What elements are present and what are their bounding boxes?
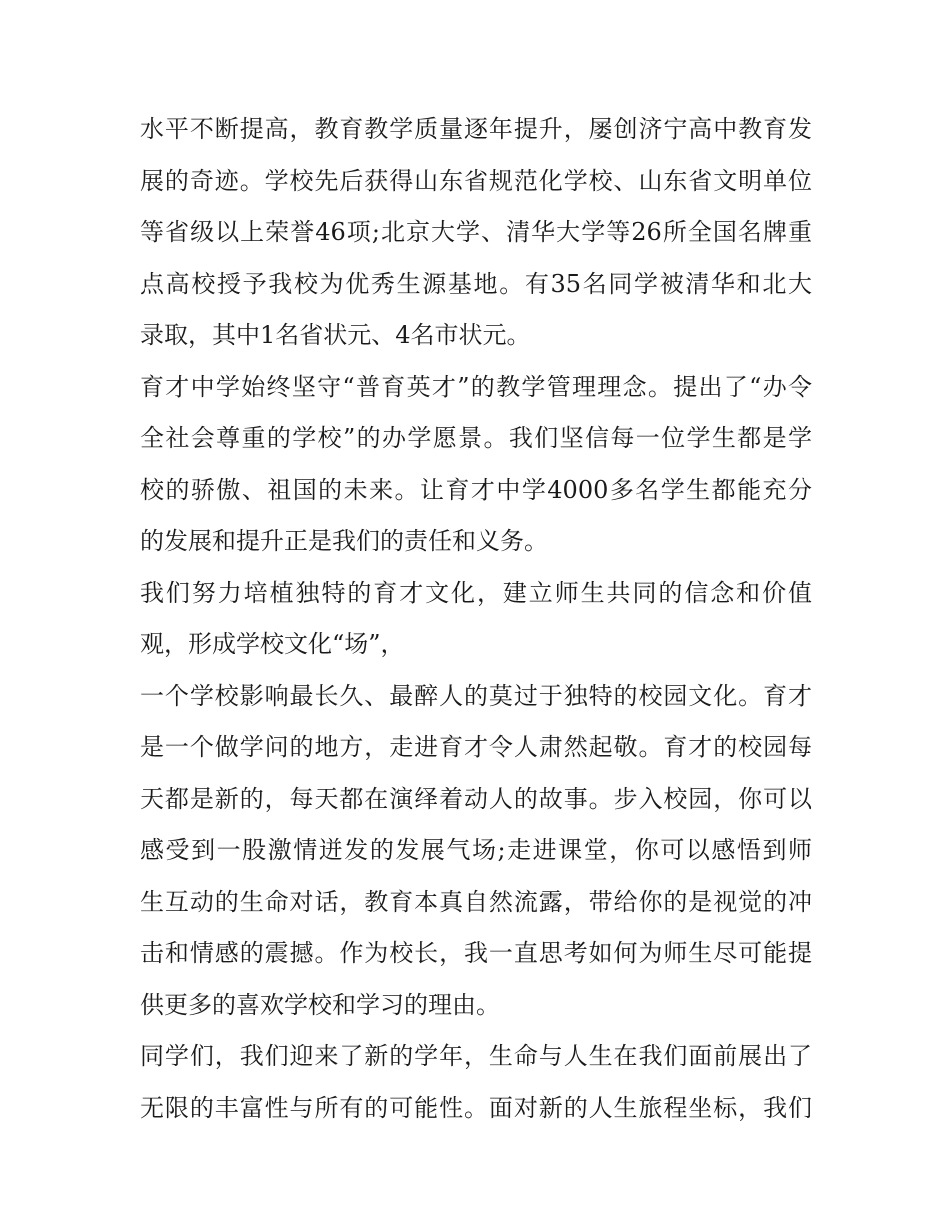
text-line: 录取，其中1名省状元、4名市状元。 — [140, 321, 531, 349]
text-line: 校的骄傲、祖国的未来。让育才中学4000多名学生都能充分 — [140, 475, 812, 504]
text-line: 育才中学始终坚守“普育英才”的教学管理理念。提出了“办令 — [140, 372, 812, 401]
text-line: 等省级以上荣誉46项;北京大学、清华大学等26所全国名牌重 — [140, 218, 812, 246]
text-line: 同学们，我们迎来了新的学年，生命与人生在我们面前展出了 — [140, 1042, 812, 1070]
text-line: 一个学校影响最长久、最醉人的莫过于独特的校园文化。育才 — [140, 681, 812, 710]
text-line: 点高校授予我校为优秀生源基地。有35名同学被清华和北大 — [140, 269, 812, 298]
text-line: 感受到一股激情迸发的发展气场;走进课堂，你可以感悟到师 — [140, 836, 812, 864]
text-line: 击和情感的震撼。作为校长，我一直思考如何为师生尽可能提 — [140, 939, 812, 967]
text-line: 展的奇迹。学校先后获得山东省规范化学校、山东省文明单位 — [140, 166, 812, 195]
text-line: 的发展和提升正是我们的责任和义务。 — [140, 527, 548, 555]
text-line: 观，形成学校文化“场”， — [140, 630, 405, 658]
document-body — [140, 104, 812, 1134]
text-line: 水平不断提高，教育教学质量逐年提升，屡创济宁高中教育发 — [140, 115, 812, 143]
text-line: 是一个做学问的地方，走进育才令人肃然起敬。育才的校园每 — [140, 733, 812, 761]
text-line: 无限的丰富性与所有的可能性。面对新的人生旅程坐标，我们 — [140, 1093, 812, 1122]
text-line: 天都是新的，每天都在演绎着动人的故事。步入校园，你可以 — [140, 784, 812, 813]
text-line: 全社会尊重的学校”的办学愿景。我们坚信每一位学生都是学 — [140, 424, 812, 452]
text-line: 我们努力培植独特的育才文化，建立师生共同的信念和价值 — [140, 578, 812, 607]
text-line: 生互动的生命对话，教育本真自然流露，带给你的是视觉的冲 — [140, 887, 812, 916]
text-line: 供更多的喜欢学校和学习的理由。 — [140, 990, 500, 1019]
